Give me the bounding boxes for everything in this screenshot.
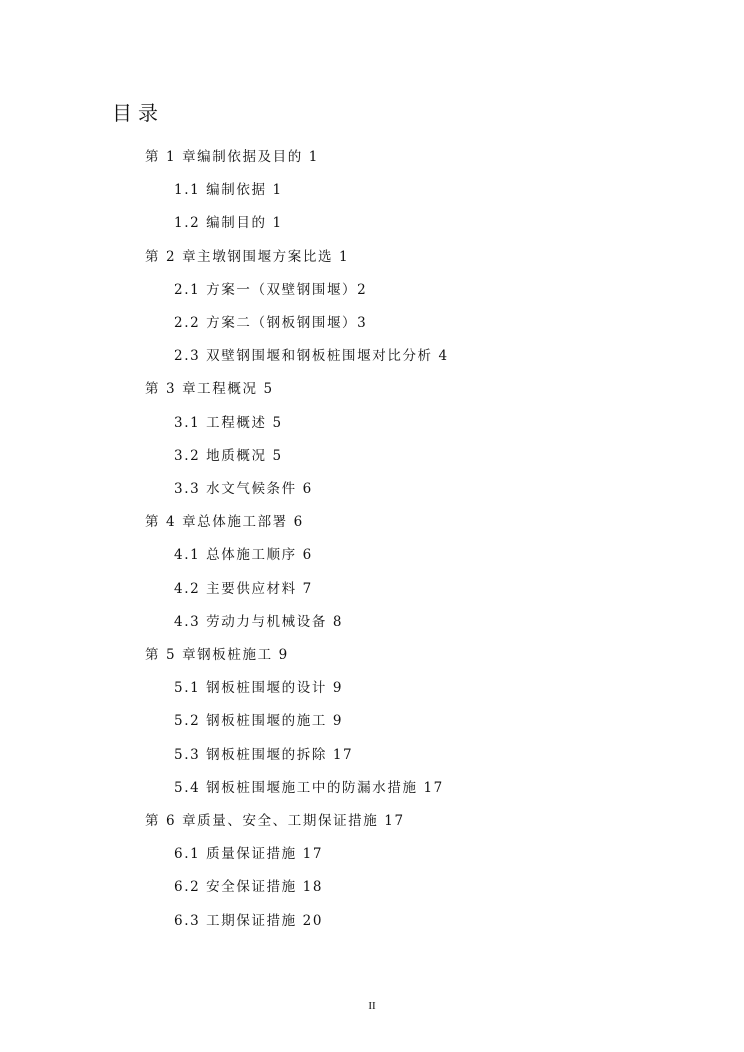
toc-chapter-entry[interactable]: 第 3 章工程概况 5 — [145, 381, 274, 398]
toc-section-entry[interactable]: 5.3 钢板桩围堰的拆除 17 — [174, 746, 354, 763]
toc-section-entry[interactable]: 6.3 工期保证措施 20 — [174, 912, 324, 929]
toc-section-entry[interactable]: 3.3 水文气候条件 6 — [174, 481, 313, 497]
toc-chapter-entry[interactable]: 第 6 章质量、安全、工期保证措施 17 — [145, 813, 405, 829]
toc-section-entry[interactable]: 4.1 总体施工顺序 6 — [174, 547, 313, 564]
toc-chapter-entry[interactable]: 第 4 章总体施工部署 6 — [145, 514, 304, 531]
toc-section-entry[interactable]: 2.2 方案二（钢板钢围堰）3 — [174, 315, 368, 331]
page-number: II — [368, 1000, 376, 1012]
toc-section-entry[interactable]: 1.2 编制目的 1 — [174, 215, 283, 232]
toc-chapter-entry[interactable]: 第 5 章钢板桩施工 9 — [145, 647, 289, 663]
toc-section-entry[interactable]: 1.1 编制依据 1 — [174, 182, 283, 199]
toc-section-entry[interactable]: 4.2 主要供应材料 7 — [174, 580, 313, 597]
toc-section-entry[interactable]: 2.1 方案一（双壁钢围堰）2 — [174, 281, 368, 298]
toc-section-entry[interactable]: 5.1 钢板桩围堰的设计 9 — [174, 680, 344, 697]
toc-chapter-entry[interactable]: 第 2 章主墩钢围堰方案比选 1 — [145, 248, 350, 265]
toc-title: 目录 — [112, 101, 164, 125]
toc-section-entry[interactable]: 5.2 钢板桩围堰的施工 9 — [174, 713, 344, 730]
toc-section-entry[interactable]: 4.3 劳动力与机械设备 8 — [174, 613, 344, 630]
toc-section-entry[interactable]: 3.2 地质概况 5 — [174, 447, 283, 464]
toc-section-entry[interactable]: 6.2 安全保证措施 18 — [174, 879, 324, 896]
toc-section-entry[interactable]: 6.1 质量保证措施 17 — [174, 846, 324, 863]
toc-section-entry[interactable]: 3.1 工程概述 5 — [174, 414, 283, 431]
toc-chapter-entry[interactable]: 第 1 章编制依据及目的 1 — [145, 149, 319, 165]
toc-section-entry[interactable]: 5.4 钢板桩围堰施工中的防漏水措施 17 — [174, 779, 444, 796]
toc-section-entry[interactable]: 2.3 双壁钢围堰和钢板桩围堰对比分析 4 — [174, 348, 449, 365]
